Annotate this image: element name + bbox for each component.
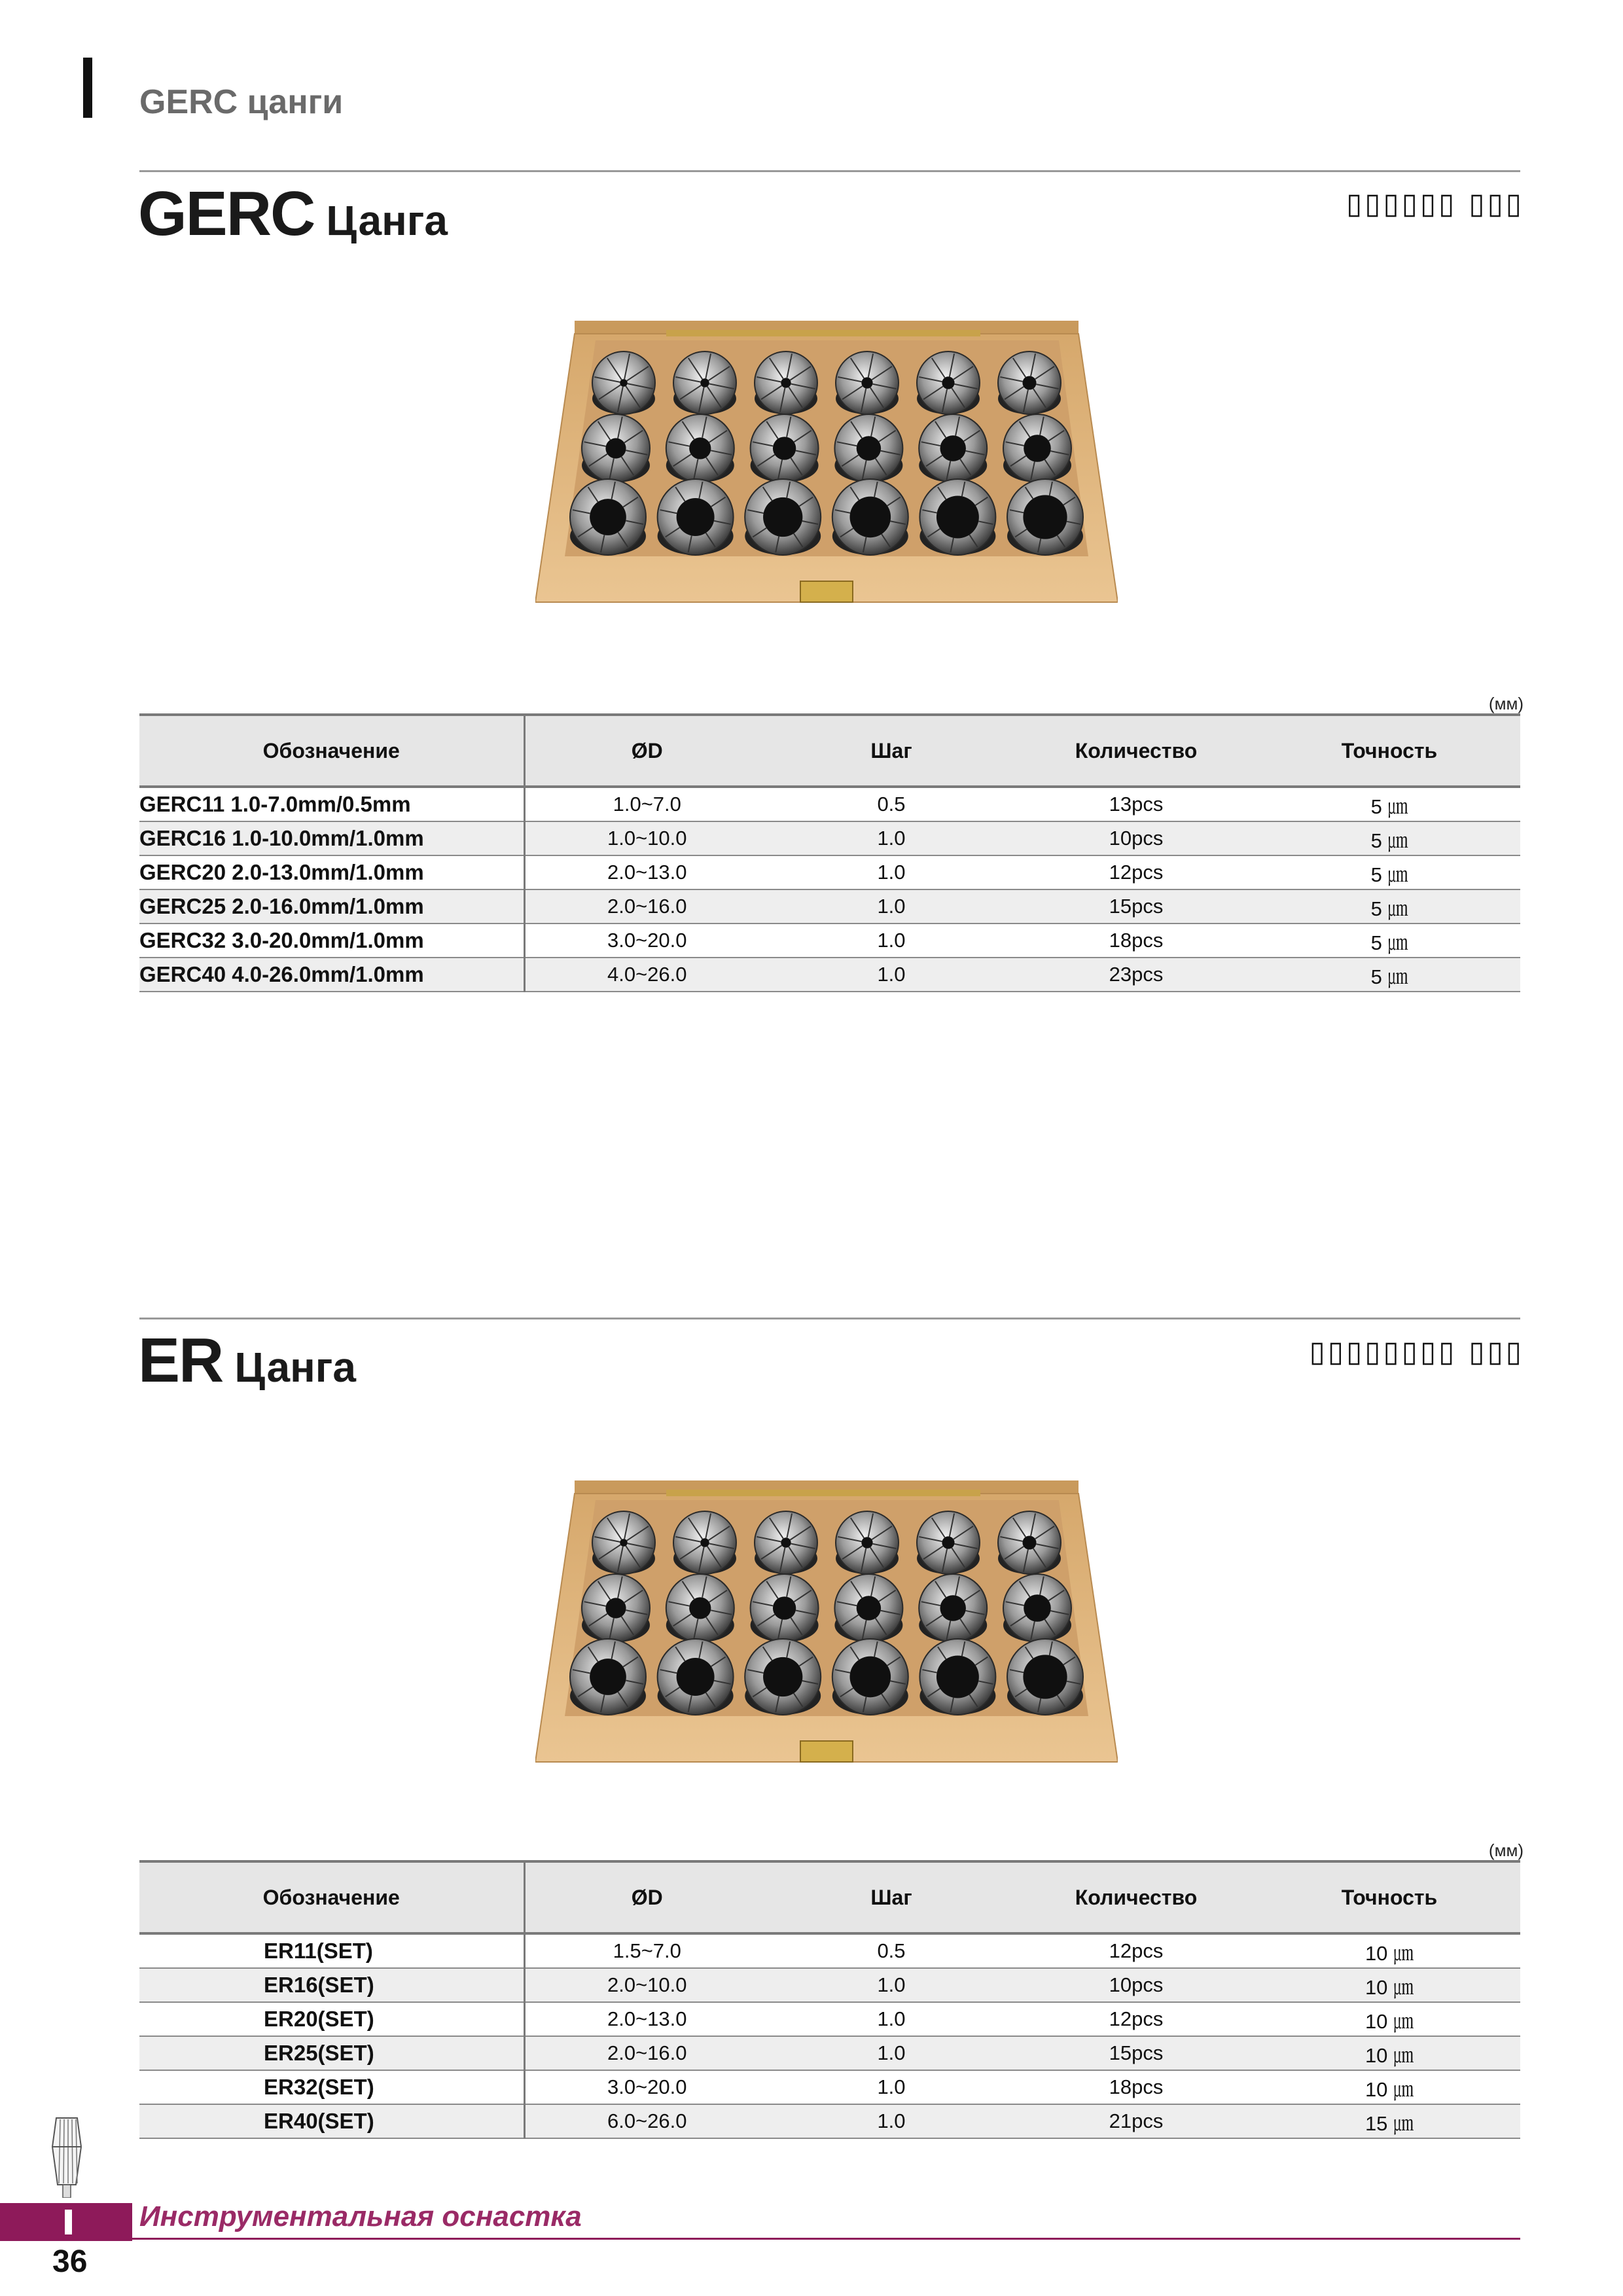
cell-step: 1.0 (769, 2036, 1014, 2070)
cell-accuracy: 10 ㎛ (1258, 1968, 1520, 2002)
collet-bore (700, 378, 709, 387)
col-header-quantity: Количество (1014, 1861, 1258, 1933)
collet-bore (942, 1536, 954, 1549)
collet-bore (861, 377, 872, 388)
collet-bore (689, 437, 711, 459)
cell-diameter: 1.0~10.0 (524, 821, 769, 855)
collet-bore (689, 1597, 711, 1619)
collet-bore (763, 1657, 802, 1696)
collet-bore (940, 1595, 966, 1621)
box-hinge (666, 330, 980, 336)
section-title-main: ER (138, 1325, 223, 1395)
table-row (139, 787, 1520, 821)
cell-designation: ER25(SET) (139, 2036, 524, 2070)
cell-diameter: 2.0~13.0 (524, 855, 769, 889)
col-header-step: Шаг (769, 1861, 1014, 1933)
cell-accuracy: 5 ㎛ (1258, 889, 1520, 924)
collet-bore (942, 376, 954, 389)
cell-diameter: 2.0~16.0 (524, 2036, 769, 2070)
collet-bore (781, 1537, 791, 1547)
cell-designation: ER32(SET) (139, 2070, 524, 2104)
collet-bore (590, 499, 626, 535)
collet-bore (936, 1656, 979, 1698)
cell-quantity: 18pcs (1014, 2070, 1258, 2104)
collet-bore (857, 1596, 881, 1620)
cell-quantity: 12pcs (1014, 2002, 1258, 2036)
cell-diameter: 2.0~16.0 (524, 889, 769, 924)
section-title-er (138, 1325, 356, 1397)
cell-designation: GERC16 1.0-10.0mm/1.0mm (139, 821, 524, 855)
col-header-step: Шаг (769, 715, 1014, 787)
section-boxes-text: ▯▯▯▯▯▯▯▯ ▯▯▯ (1309, 1335, 1524, 1369)
footer-mark (65, 2210, 72, 2234)
section-title-sub: Цанга (234, 1344, 356, 1391)
table-row (139, 855, 1520, 889)
section-title-main: GERC (138, 179, 315, 249)
cell-diameter: 3.0~20.0 (524, 2070, 769, 2104)
collet-bore (1022, 1535, 1036, 1549)
cell-designation: GERC11 1.0-7.0mm/0.5mm (139, 787, 524, 821)
collet-bore (677, 1658, 715, 1696)
collet-bore (936, 496, 979, 539)
cell-accuracy: 5 ㎛ (1258, 821, 1520, 855)
footer-title: Инструментальная оснастка (139, 2200, 582, 2233)
table-row (139, 924, 1520, 958)
collet-bore (857, 436, 881, 460)
table-header-row (139, 1861, 1520, 1933)
collet-bore (590, 1659, 626, 1695)
gerc-collet-set-photo (535, 321, 1118, 609)
cell-diameter: 2.0~10.0 (524, 1968, 769, 2002)
col-header-diameter: ØD (524, 715, 769, 787)
cell-step: 1.0 (769, 2002, 1014, 2036)
section-title-sub: Цанга (326, 197, 448, 244)
page-header-title: GERC цанги (139, 83, 344, 121)
collet-bore (1024, 1594, 1051, 1622)
collet-bore (1023, 1655, 1067, 1698)
collet-bore (605, 1598, 626, 1618)
col-header-quantity: Количество (1014, 715, 1258, 787)
cell-quantity: 18pcs (1014, 924, 1258, 958)
collet-bore (620, 1539, 628, 1547)
cell-quantity: 13pcs (1014, 787, 1258, 821)
collet-bore (773, 437, 796, 459)
cell-accuracy: 5 ㎛ (1258, 924, 1520, 958)
section-divider (139, 170, 1520, 172)
cell-quantity: 10pcs (1014, 821, 1258, 855)
cell-accuracy: 10 ㎛ (1258, 2002, 1520, 2036)
unit-label: (мм) (1488, 694, 1524, 713)
cell-step: 1.0 (769, 821, 1014, 855)
cell-quantity: 12pcs (1014, 855, 1258, 889)
header-bar (83, 58, 92, 118)
table-row (139, 958, 1520, 992)
cell-designation: ER40(SET) (139, 2104, 524, 2138)
collet-bore (763, 497, 802, 537)
box-latch (800, 1741, 853, 1762)
cell-designation: GERC40 4.0-26.0mm/1.0mm (139, 958, 524, 992)
cell-designation: GERC32 3.0-20.0mm/1.0mm (139, 924, 524, 958)
cell-designation: ER20(SET) (139, 2002, 524, 2036)
table-row (139, 2104, 1520, 2138)
box-hinge (666, 1490, 980, 1496)
cell-step: 0.5 (769, 787, 1014, 821)
table-row (139, 2002, 1520, 2036)
cell-quantity: 21pcs (1014, 2104, 1258, 2138)
table-row (139, 821, 1520, 855)
cell-diameter: 3.0~20.0 (524, 924, 769, 958)
table-header-row (139, 715, 1520, 787)
cell-accuracy: 10 ㎛ (1258, 2070, 1520, 2104)
cell-step: 1.0 (769, 2070, 1014, 2104)
collet-bore (1022, 376, 1036, 389)
table-row (139, 1933, 1520, 1968)
cell-diameter: 2.0~13.0 (524, 2002, 769, 2036)
cell-accuracy: 5 ㎛ (1258, 787, 1520, 821)
cell-step: 0.5 (769, 1933, 1014, 1968)
collet-bore (861, 1537, 872, 1548)
collet-bore (849, 497, 891, 538)
spec-table-gerc (139, 713, 1520, 992)
cell-diameter: 6.0~26.0 (524, 2104, 769, 2138)
table-row (139, 1968, 1520, 2002)
col-header-accuracy: Точность (1258, 715, 1520, 787)
collet-bore (1023, 495, 1067, 539)
cell-step: 1.0 (769, 889, 1014, 924)
cell-step: 1.0 (769, 924, 1014, 958)
cell-quantity: 23pcs (1014, 958, 1258, 992)
col-header-designation: Обозначение (139, 715, 524, 787)
section-divider (139, 1318, 1520, 1319)
collet-bore (781, 378, 791, 387)
cell-diameter: 4.0~26.0 (524, 958, 769, 992)
box-latch (800, 581, 853, 602)
spec-table-er (139, 1860, 1520, 2139)
cell-diameter: 1.0~7.0 (524, 787, 769, 821)
collet-bore (620, 379, 628, 387)
col-header-diameter: ØD (524, 1861, 769, 1933)
collet-icon (47, 2113, 86, 2198)
cell-diameter: 1.5~7.0 (524, 1933, 769, 1968)
collet-bore (700, 1538, 709, 1547)
cell-quantity: 15pcs (1014, 2036, 1258, 2070)
cell-accuracy: 10 ㎛ (1258, 1933, 1520, 1968)
cell-accuracy: 5 ㎛ (1258, 958, 1520, 992)
unit-label: (мм) (1488, 1840, 1524, 1860)
cell-accuracy: 10 ㎛ (1258, 2036, 1520, 2070)
cell-step: 1.0 (769, 958, 1014, 992)
cell-designation: GERC25 2.0-16.0mm/1.0mm (139, 889, 524, 924)
cell-designation: ER16(SET) (139, 1968, 524, 2002)
cell-step: 1.0 (769, 2104, 1014, 2138)
collet-bore (605, 438, 626, 458)
section-boxes-text: ▯▯▯▯▯▯ ▯▯▯ (1346, 187, 1524, 221)
section-title-gerc (138, 178, 448, 250)
col-header-designation: Обозначение (139, 1861, 524, 1933)
collet-bore (773, 1596, 796, 1619)
cell-step: 1.0 (769, 855, 1014, 889)
cell-accuracy: 15 ㎛ (1258, 2104, 1520, 2138)
er-collet-set-photo (535, 1480, 1118, 1768)
table-row (139, 889, 1520, 924)
collet-bore (849, 1657, 891, 1698)
collet-bore (677, 498, 715, 536)
cell-quantity: 15pcs (1014, 889, 1258, 924)
col-header-accuracy: Точность (1258, 1861, 1520, 1933)
cell-designation: GERC20 2.0-13.0mm/1.0mm (139, 855, 524, 889)
page-number: 36 (52, 2244, 88, 2279)
table-row (139, 2036, 1520, 2070)
collet-bore (940, 435, 966, 461)
table-row (139, 2070, 1520, 2104)
collet-bore (1024, 435, 1051, 462)
cell-step: 1.0 (769, 1968, 1014, 2002)
cell-quantity: 10pcs (1014, 1968, 1258, 2002)
footer-divider (132, 2238, 1520, 2240)
cell-designation: ER11(SET) (139, 1933, 524, 1968)
cell-accuracy: 5 ㎛ (1258, 855, 1520, 889)
cell-quantity: 12pcs (1014, 1933, 1258, 1968)
